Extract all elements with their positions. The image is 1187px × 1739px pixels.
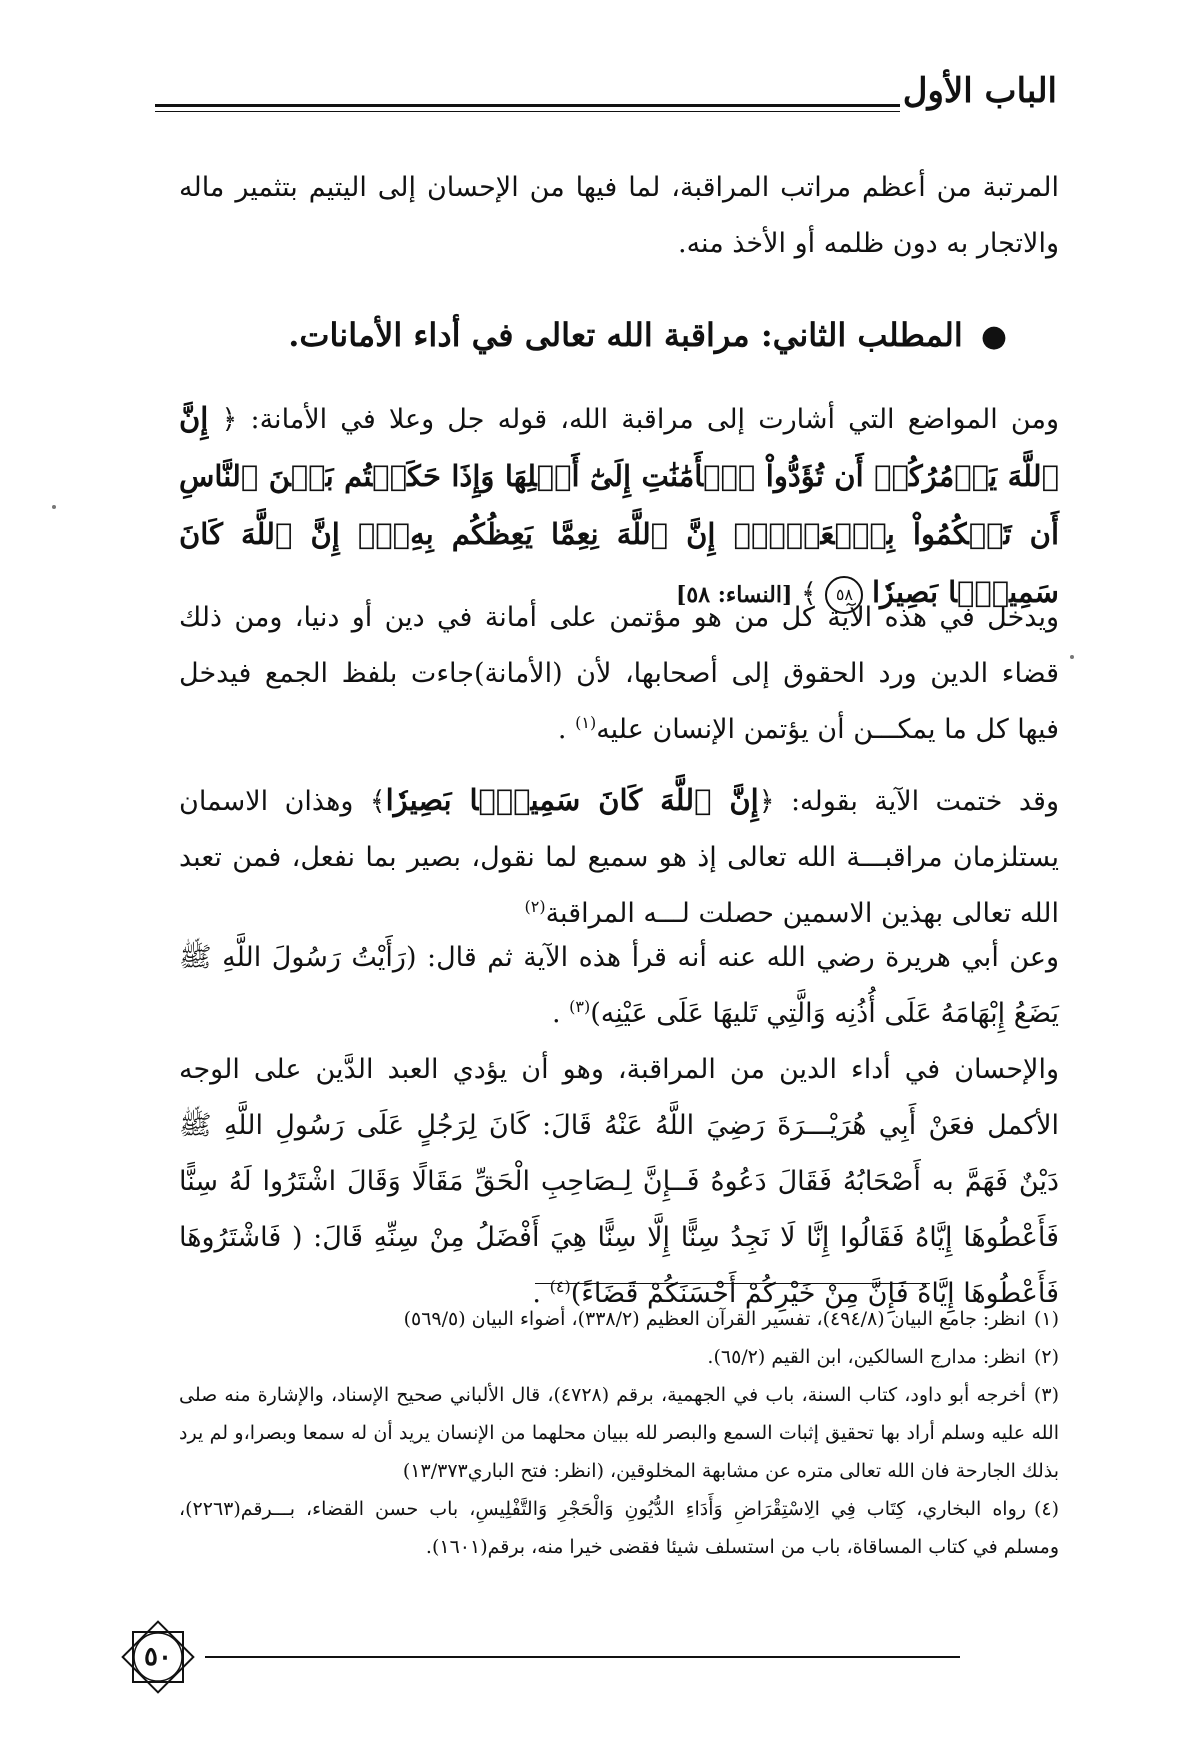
footnote-text: أخرجه أبو داود، كتاب السنة، باب في الجهمية، برقم (٤٧٢٨)، قال الألباني صحيح الإسناد، والإشارة منه صلى الله عليه وسلم أراد بها تحقيق إثبات السمع والبصر لله ببيان محلهما من الإنسان يريد أن له سمعا وبصرا،و لم يرد بذلك الجارحة فان الله تعالى متره عن مشابهة المخلوقين، (انظر: فتح الباري١٣/٣٧٣) — [179, 1384, 1059, 1482]
footnote-separator — [535, 1283, 930, 1284]
paragraph-5-text: وعن أبي هريرة رضي الله عنه أنه قرأ هذه الآية ثم قال: (رَأَيْتُ رَسُولَ اللَّهِ ﷺ يَضَعُ إِبْهَامَهُ عَلَى أُذُنِه وَالَّتِي تَليهَا عَلَى عَيْنِه) — [179, 942, 1059, 1029]
footnote-ref-1[interactable]: (١) — [575, 713, 597, 732]
footnote-4 — [179, 1490, 1059, 1566]
section-heading-text: المطلب الثاني: مراقبة الله تعالى في أداء الأمانات. — [288, 316, 963, 354]
footer-rule — [205, 1656, 960, 1658]
bullet-icon: ● — [980, 319, 1007, 354]
paragraph-1: المرتبة من أعظم مراتب المراقبة، لما فيها من الإحسان إلى اليتيم بتثمير ماله والاتجار به دون ظلمه أو الأخذ منه. — [179, 172, 1059, 259]
footnote-text: انظر: جامع البيان (٤٩٤/٨)، تفسير القرآن العظيم (٣٣٨/٢)، أضواء البيان (٥٦٩/٥) — [403, 1308, 1026, 1330]
paragraph-3-end: . — [557, 714, 567, 745]
verse-reference: [النساء: ٥٨] — [676, 582, 793, 608]
paragraph-4 — [179, 772, 1059, 942]
header-rule — [155, 104, 900, 112]
section-heading — [167, 310, 1007, 362]
page-number-ornament — [115, 1614, 201, 1700]
quran-verse-short: إِنَّ ٱللَّهَ كَانَ سَمِيعَۢا بَصِيرٗا — [385, 783, 759, 817]
footnote-text: رواه البخاري، كِتَاب فِي الِاسْتِقْرَاضِ وَأَدَاءِ الدُّيُونِ وَالْحَجْرِ وَالتَّفْلِيسِ، باب حسن القضاء، بـــرقم(٢٢٦٣)، ومسلم في كتاب المساقاة، باب من استسلف شيئا فقضى خيرا منه، برقم(١٦٠١). — [179, 1498, 1059, 1558]
paragraph-5-end: . — [551, 998, 561, 1029]
quran-verse: إِنَّ ٱللَّهَ يَأۡمُرُكُمۡ أَن تُؤَدُّواْ ٱلۡأَمَٰنَٰتِ إِلَىٰٓ أَهۡلِهَا وَإِذَا حَكَمۡتُم بَيۡنَ ٱلنَّاسِ أَن تَحۡكُمُواْ بِٱلۡعَدۡلِۚ إِنَّ ٱللَّهَ نِعِمَّا يَعِظُكُم بِهِۦٓۗ إِنَّ ٱللَّهَ كَانَ سَمِيعَۢا بَصِيرٗا — [179, 401, 1059, 609]
paragraph-4-intro: وقد ختمت الآية بقوله: ﴿ — [758, 786, 1059, 817]
footnote-1 — [179, 1300, 1059, 1338]
ayah-number-marker: ٥٨ — [825, 576, 863, 614]
paragraph-5 — [179, 930, 1059, 1042]
footnote-3 — [179, 1376, 1059, 1490]
verse-close-bracket: ﴾ — [800, 578, 817, 609]
footnote-2 — [179, 1338, 1059, 1376]
paragraph-4-rest: ﴾ وهذان الاسمان يستلزمان مراقبـــة الله تعالى إذ هو سميع لما نقول، بصير بما نفعل، فمن تعبد الله تعالى بهذين الاسمين حصلت لـــه المراقبة — [179, 786, 1059, 929]
footnote-ref-4[interactable]: (٤) — [549, 1277, 571, 1296]
paragraph-3-text: ويدخل في هذه الآية كل من هو مؤتمن على أمانة في دين أو دنيا، ومن ذلك قضاء الدين ورد الحقوق إلى أصحابها، لأن (الأمانة)جاءت بلفظ الجمع فيدخل فيها كل ما يمكـــن أن يؤتمن الإنسان عليه — [179, 602, 1059, 745]
footnote-number: (٢) — [1033, 1346, 1059, 1368]
page-number: ٥٠ — [144, 1642, 172, 1672]
paragraph-2-intro: ومن المواضع التي أشارت إلى مراقبة الله، قوله جل وعلا في الأمانة: ﴿ — [221, 404, 1059, 435]
footnote-number: (٤) — [1033, 1498, 1059, 1520]
paragraph-3 — [179, 590, 1059, 758]
paragraph-6 — [179, 1042, 1059, 1322]
paragraph-2 — [179, 390, 1059, 623]
footnote-ref-2[interactable]: (٢) — [524, 897, 546, 916]
paragraph-6-text: والإحسان في أداء الدين من المراقبة، وهو أن يؤدي العبد الدَّين على الوجه الأكمل فعَنْ أَبِي هُرَيْـــرَةَ رَضِيَ اللَّهُ عَنْهُ قَالَ: كَانَ لِرَجُلٍ عَلَى رَسُولِ اللَّهِ ﷺ دَيْنٌ فَهَمَّ به أَصْحَابُهُ فَقَالَ دَعُوهُ فَــإِنَّ لِـصَاحِبِ الْحَقِّ مَقَالًا وَقَالَ اشْتَرُوا لَهُ سِنًّا فَأَعْطُوهَا إِيَّاهُ فَقَالُوا إِنَّا لَا نَجِدُ سِنًّا إِلَّا سِنًّا هِيَ أَفْضَلُ مِنْ سِنِّهِ قَالَ: ( فَاشْتَرُوهَا فَأَعْطُوهَا إِيَّاهُ فَإِنَّ مِنْ خَيْرِكُمْ أَحْسَنَكُمْ قَضَاءً) — [179, 1054, 1059, 1309]
footnote-ref-3[interactable]: (٣) — [569, 997, 591, 1016]
paragraph-6-end: . — [532, 1278, 541, 1309]
margin-speck — [52, 505, 56, 509]
footnote-number: (٣) — [1033, 1384, 1059, 1406]
running-title: الباب الأول — [902, 71, 1057, 111]
footnote-number: (١) — [1033, 1308, 1059, 1330]
footnote-text: انظر: مدارج السالكين، ابن القيم (٦٥/٢). — [707, 1346, 1026, 1368]
footnotes — [179, 1300, 1059, 1566]
margin-speck — [1070, 655, 1074, 659]
